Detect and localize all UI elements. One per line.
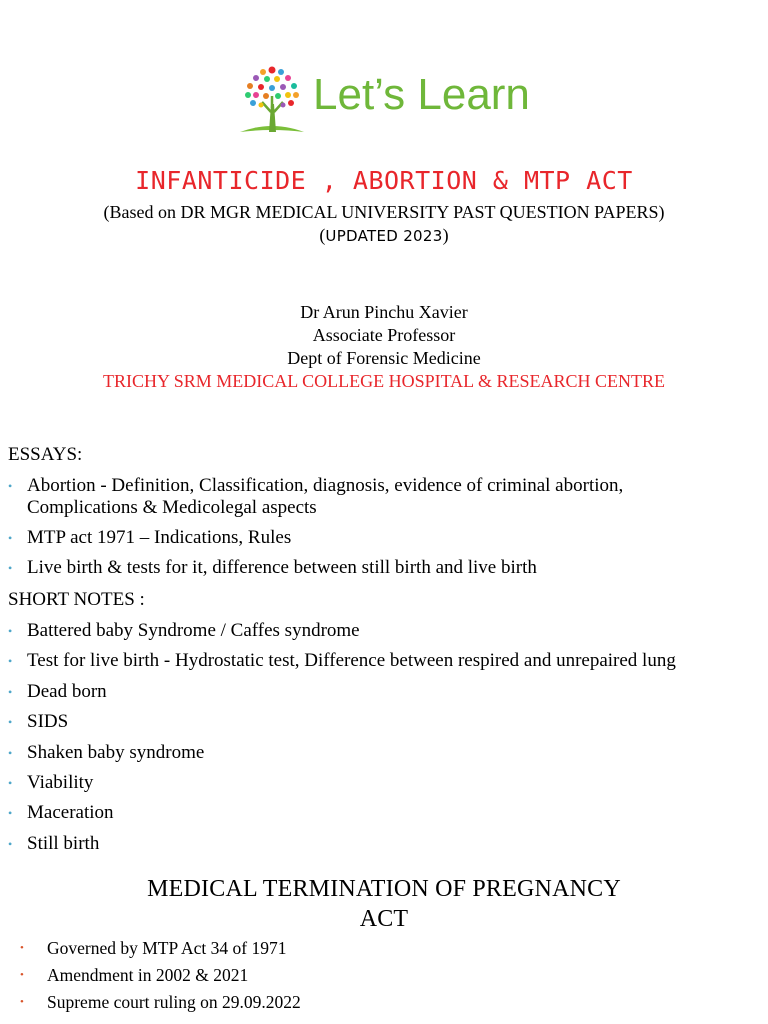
list-item: • Governed by MTP Act 34 of 1971 xyxy=(20,935,301,962)
mtp-list xyxy=(20,935,301,1016)
tree-icon xyxy=(236,62,308,138)
mtp-heading xyxy=(0,874,768,934)
page-title: INFANTICIDE , ABORTION & MTP ACT xyxy=(135,166,633,195)
list-item: • Test for live birth - Hydrostatic test, Difference between respired and unrepaired lung xyxy=(8,650,676,672)
essays-list xyxy=(8,475,623,579)
lets-learn-logo xyxy=(236,62,556,138)
logo-text: Let’s Learn xyxy=(313,70,530,119)
list-item xyxy=(8,527,623,549)
list-item: • Dead born xyxy=(8,681,676,703)
list-item: • Maceration xyxy=(8,802,676,824)
list-item: • Viability xyxy=(8,772,676,794)
list-item: • Supreme court ruling on 29.09.2022 xyxy=(20,989,301,1016)
list-item: • Amendment in 2002 & 2021 xyxy=(20,962,301,989)
list-item xyxy=(8,557,623,579)
essay-item-1-line-1: Abortion - Definition, Classification, diagnosis, evidence of criminal abortion, xyxy=(27,475,624,496)
updated-close-paren: ) xyxy=(442,225,449,245)
mtp-heading-line-2: ACT xyxy=(359,906,409,932)
essay-item-3: Live birth & tests for it, difference between still birth and live birth xyxy=(27,557,537,578)
short-notes-label: SHORT NOTES : xyxy=(8,589,145,610)
list-item xyxy=(8,475,623,519)
essays-label: ESSAYS: xyxy=(8,444,83,465)
essay-item-1-line-2: Complications & Medicolegal aspects xyxy=(27,497,317,518)
list-item: • Battered baby Syndrome / Caffes syndrome xyxy=(8,620,676,642)
author-institution: TRICHY SRM MEDICAL COLLEGE HOSPITAL & RESEARCH CENTRE xyxy=(102,371,666,391)
list-item: • SIDS xyxy=(8,711,676,733)
author-department: Dept of Forensic Medicine xyxy=(287,348,481,368)
list-item: • Shaken baby syndrome xyxy=(8,742,676,764)
author-name: Dr Arun Pinchu Xavier xyxy=(300,302,468,322)
updated-label: UPDATED 2023 xyxy=(325,227,443,245)
updated-line xyxy=(0,225,768,246)
author-position: Associate Professor xyxy=(312,325,456,345)
list-item: • Still birth xyxy=(8,833,676,855)
essay-item-2: MTP act 1971 – Indications, Rules xyxy=(27,527,292,548)
subtitle: (Based on DR MGR MEDICAL UNIVERSITY PAST QUESTION PAPERS) xyxy=(103,202,665,222)
short-notes-list xyxy=(8,620,676,855)
updated-open-paren: ( xyxy=(319,225,326,245)
mtp-heading-line-1: MEDICAL TERMINATION OF PREGNANCY xyxy=(147,876,621,902)
